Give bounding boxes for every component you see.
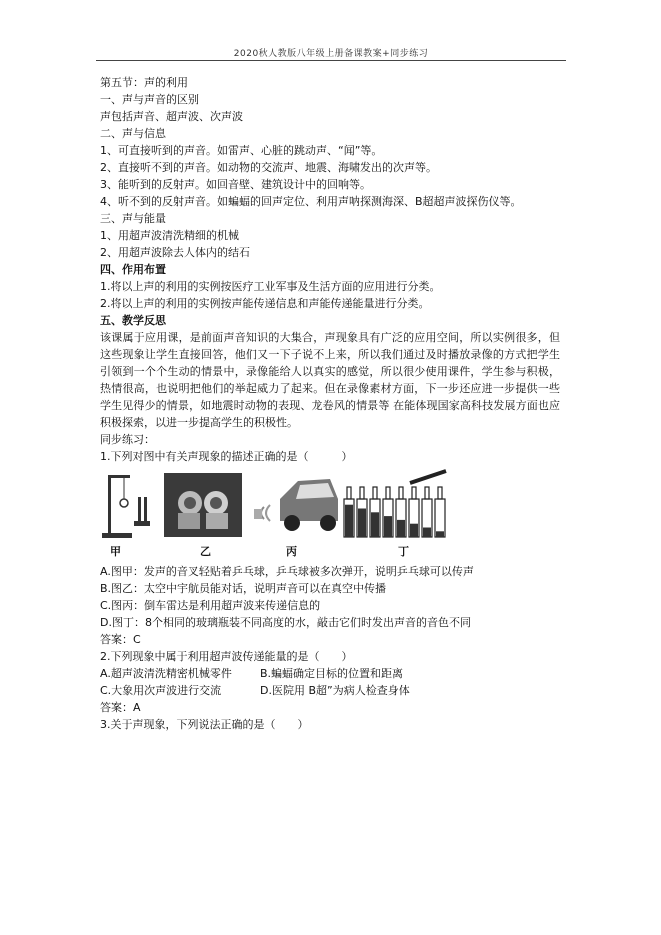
bottle-2 bbox=[357, 487, 367, 537]
question-2-option-c: C.大象用次声波进行交流 bbox=[100, 684, 222, 697]
homework-item: 1.将以上声的利用的实例按医疗工业军事及生活方面的应用进行分类。 bbox=[100, 280, 441, 293]
figure-label-bing: 丙 bbox=[286, 545, 297, 558]
practice-title: 同步练习： bbox=[100, 433, 155, 446]
question-3-stem: 3.关于声现象，下列说法正确的是（ ） bbox=[100, 718, 309, 731]
bottle-water-2 bbox=[358, 509, 366, 538]
tuning-fork-illustration bbox=[100, 469, 160, 541]
document-body bbox=[100, 74, 560, 733]
question-1-option-c: C.图丙：倒车雷达是利用超声波来传递信息的 bbox=[100, 599, 321, 612]
question-2-option-d: D.医院用 B超”为病人检查身体 bbox=[260, 684, 410, 697]
bottle-water-7 bbox=[423, 528, 431, 538]
question-2-option-a: A.超声波清洗精密机械零件 bbox=[100, 667, 232, 680]
figure-label-ding: 丁 bbox=[398, 545, 409, 558]
question-1-option-b: B.图乙：太空中宇航员能对话，说明声音可以在真空中传播 bbox=[100, 582, 387, 595]
reflection-title: 五、教学反思 bbox=[100, 314, 166, 327]
heading-1-text: 声包括声音、超声波、次声波 bbox=[100, 110, 243, 123]
heading-2: 二、声与信息 bbox=[100, 127, 166, 140]
bottle-6 bbox=[409, 487, 419, 537]
question-2-stem: 2.下列现象中属于利用超声波传递能量的是（ ） bbox=[100, 650, 353, 663]
info-item: 4、听不到的反射声音。如蝙蝠的回声定位、利用声呐探测海深、B超超声波探伤仪等。 bbox=[100, 195, 522, 208]
info-item: 2、直接听不到的声音。如动物的交流声、地震、海啸发出的次声等。 bbox=[100, 161, 437, 174]
bottle-water-3 bbox=[371, 512, 379, 537]
bottle-4 bbox=[383, 487, 393, 537]
bottle-7 bbox=[422, 487, 432, 537]
bottle-water-6 bbox=[410, 524, 418, 537]
bottle-water-1 bbox=[345, 505, 353, 537]
energy-item: 1、用超声波清洗精细的机械 bbox=[100, 229, 239, 242]
bottle-1 bbox=[344, 487, 354, 537]
water-bottles-illustration bbox=[340, 469, 450, 541]
info-item: 1、可直接听到的声音。如雷声、心脏的跳动声、“闻”等。 bbox=[100, 144, 383, 157]
question-1-answer: 答案：C bbox=[100, 633, 141, 646]
homework-item: 2.将以上声的利用的实例按声能传递信息和声能传递能量进行分类。 bbox=[100, 297, 430, 310]
bottle-water-8 bbox=[436, 531, 444, 537]
question-1-option-d: D.图丁：8个相同的玻璃瓶装不同高度的水，敲击它们时发出声音的音色不同 bbox=[100, 616, 471, 629]
bottle-water-5 bbox=[397, 520, 405, 537]
bottle-water-4 bbox=[384, 516, 392, 537]
question-2-answer: 答案：A bbox=[100, 701, 141, 714]
bottle-5 bbox=[396, 487, 406, 537]
energy-item: 2、用超声波除去人体内的结石 bbox=[100, 246, 250, 259]
section-title: 第五节：声的利用 bbox=[100, 76, 188, 89]
heading-1: 一、声与声音的区别 bbox=[100, 93, 199, 106]
question-1-option-a: A.图甲：发声的音叉轻贴着乒乓球，乒乓球被多次弹开，说明乒乓球可以传声 bbox=[100, 565, 474, 578]
homework-title: 四、作用布置 bbox=[100, 263, 166, 276]
question-2-options-row-1 bbox=[100, 665, 560, 682]
figure-label-jia: 甲 bbox=[110, 545, 121, 558]
car-radar-illustration bbox=[250, 469, 340, 541]
bottle-3 bbox=[370, 487, 380, 537]
question-1-stem: 1.下列对图中有关声现象的描述正确的是（ ） bbox=[100, 450, 353, 463]
figure-label-yi: 乙 bbox=[200, 545, 211, 558]
question-2-option-b: B.蝙蝠确定目标的位置和距离 bbox=[260, 667, 404, 680]
page-header: 2020秋人教版八年级上册备课教案+同步练习 bbox=[233, 49, 429, 59]
heading-3: 三、声与能量 bbox=[100, 212, 166, 225]
astronauts-illustration bbox=[164, 469, 242, 541]
question-1-figure bbox=[100, 469, 450, 559]
bottle-8 bbox=[435, 487, 445, 537]
header-divider bbox=[96, 60, 566, 61]
question-2-options-row-2 bbox=[100, 682, 560, 699]
reflection-paragraph: 该课属于应用课，是前面声音知识的大集合，声现象具有广泛的应用空间，所以实例很多，但这些现象让学生直接回答，他们又一下子说不上来，所以我们通过及时播放录像的方式把学生引领到一个个生动的情景中，录像能给人以真实的感觉，所以很少使用课件，学生参与积极，热情很高，也说明把他们的举起威力了起来。但在录像素材方面，下一步还应进一步提供一些学生见得少的情景，如地震时动物的表现、龙卷风的情景等 在能体现国家高科技发展方面也应积极探索，以进一步提高学生的积极性。 bbox=[100, 331, 560, 429]
info-item: 3、能听到的反射声。如回音壁、建筑设计中的回响等。 bbox=[100, 178, 371, 191]
